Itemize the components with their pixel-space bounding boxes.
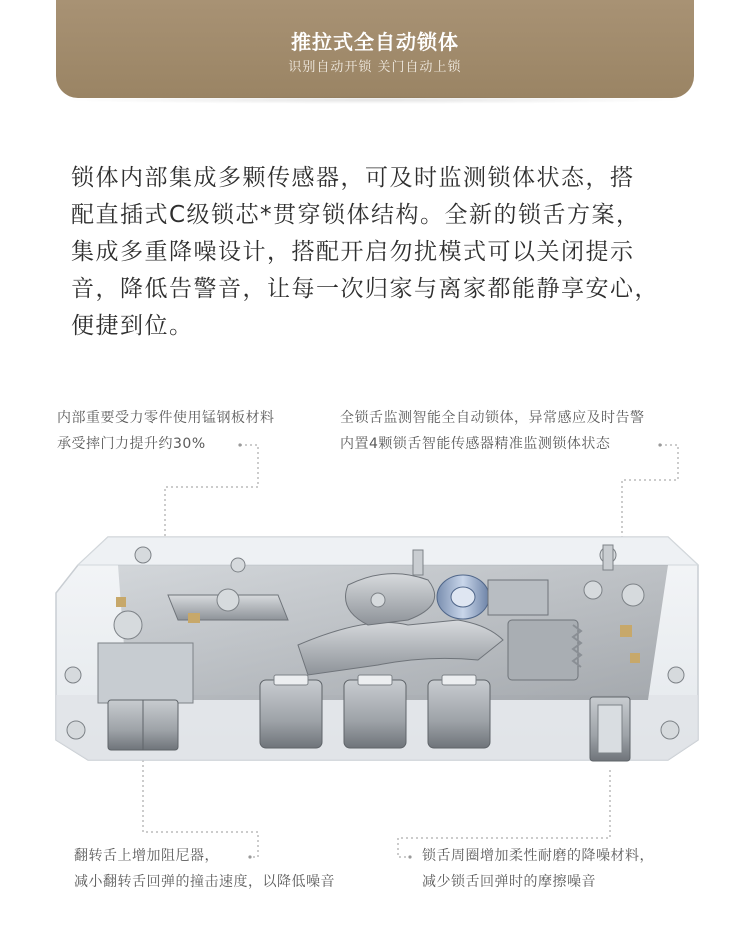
callout-line: 锁舌周圈增加柔性耐磨的降噪材料， — [422, 848, 654, 864]
brass-block — [116, 597, 126, 607]
deadbolt — [344, 680, 406, 748]
callout-line: 减少锁舌回弹时的摩擦噪音 — [422, 874, 596, 890]
deadbolts — [260, 675, 490, 748]
leader-dot — [658, 443, 661, 446]
screw — [371, 593, 385, 607]
screw — [584, 581, 602, 599]
brass-block — [620, 625, 632, 637]
post — [413, 550, 423, 575]
screw — [622, 584, 644, 606]
callout-line: 承受摔门力提升约30% — [57, 436, 206, 452]
flip-latch-housing — [98, 643, 193, 703]
screw — [65, 667, 81, 683]
screw — [135, 547, 151, 563]
screw — [668, 667, 684, 683]
callout-line: 翻转舌上增加阻尼器， — [74, 848, 219, 864]
leader-dot — [238, 443, 241, 446]
screw — [67, 721, 85, 739]
sensor-board — [508, 620, 578, 680]
brass-block — [630, 653, 640, 663]
callout-line: 内置4颗锁舌智能传感器精准监测锁体状态 — [340, 436, 611, 452]
lock-body-illustration — [48, 525, 708, 785]
deadbolt — [260, 680, 322, 748]
description-line: 集成多重降噪设计，搭配开启勿扰模式可以关闭提示 — [71, 239, 635, 265]
callout-line: 减小翻转舌回弹的撞击速度，以降低噪音 — [74, 874, 335, 890]
callout-line: 全锁舌监测智能全自动锁体，异常感应及时告警 — [340, 410, 645, 426]
screw — [231, 558, 245, 572]
deadbolt — [428, 680, 490, 748]
cylinder-housing — [488, 580, 548, 615]
post — [603, 545, 613, 570]
description-line: 锁体内部集成多颗传感器，可及时监测锁体状态，搭 — [71, 165, 635, 191]
screw — [217, 589, 239, 611]
brass-block — [188, 613, 200, 623]
description-line: 便捷到位。 — [71, 313, 194, 339]
screw — [114, 611, 142, 639]
screw — [661, 721, 679, 739]
banner-subtitle: 识别自动开锁 关门自动上锁 — [288, 60, 462, 75]
description-line: 音，降低告警音，让每一次归家与离家都能静享安心， — [71, 276, 659, 302]
banner-title: 推拉式全自动锁体 — [291, 30, 459, 54]
description-line: 配直插式C级锁芯*贯穿锁体结构。全新的锁舌方案， — [71, 202, 641, 228]
lock-cylinder-core — [451, 587, 475, 607]
leader-dot — [248, 855, 251, 858]
callout-line: 内部重要受力零件使用锰钢板材料 — [57, 410, 275, 426]
leader-dot — [408, 855, 411, 858]
